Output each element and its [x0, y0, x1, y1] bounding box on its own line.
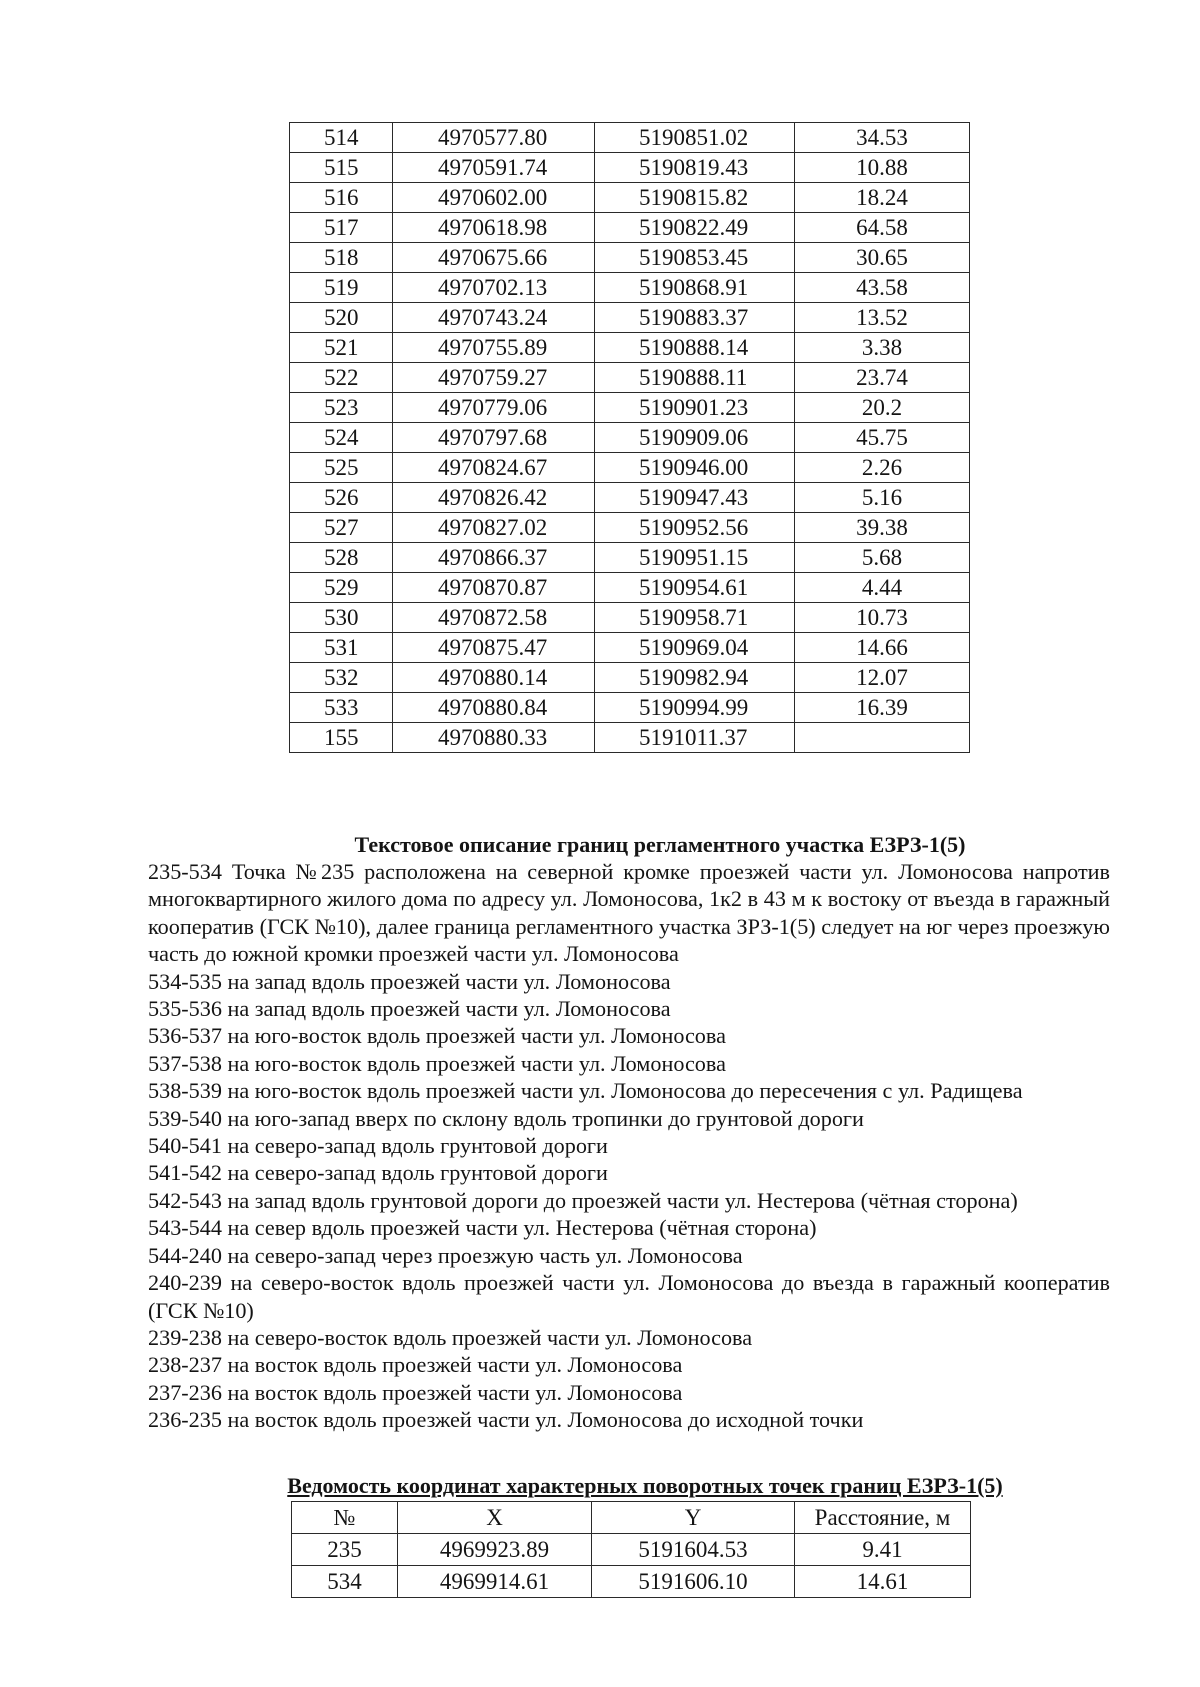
cell-x: 4970797.68: [393, 423, 595, 453]
cell-distance: 5.16: [795, 483, 970, 513]
cell-distance: 13.52: [795, 303, 970, 333]
cell-number: 235: [292, 1534, 398, 1566]
table-row: [290, 393, 970, 423]
table-row: [290, 513, 970, 543]
cell-distance: 45.75: [795, 423, 970, 453]
cell-y: 5190951.15: [595, 543, 795, 573]
header-row: [292, 1502, 971, 1534]
table-row: [290, 303, 970, 333]
cell-number: 514: [290, 123, 393, 153]
cell-y: 5190954.61: [595, 573, 795, 603]
cell-number: 518: [290, 243, 393, 273]
description-line: 536-537 на юго-восток вдоль проезжей части ул. Ломоносова: [148, 1023, 726, 1049]
table-row: [290, 633, 970, 663]
cell-y: 5190815.82: [595, 183, 795, 213]
cell-y: 5190946.00: [595, 453, 795, 483]
cell-distance: 34.53: [795, 123, 970, 153]
cell-y: 5191606.10: [592, 1566, 795, 1598]
description-line: 539-540 на юго-запад вверх по склону вдоль тропинки до грунтовой дороги: [148, 1105, 864, 1131]
table-row: [290, 123, 970, 153]
table-row: [290, 723, 970, 753]
description-line: 537-538 на юго-восток вдоль проезжей части ул. Ломоносова: [148, 1050, 726, 1076]
table-row: [290, 423, 970, 453]
cell-y: 5190982.94: [595, 663, 795, 693]
cell-y: 5190994.99: [595, 693, 795, 723]
table-row: [292, 1534, 971, 1566]
cell-number: 528: [290, 543, 393, 573]
table-row: [290, 213, 970, 243]
cell-x: 4970755.89: [393, 333, 595, 363]
cell-y: 5190819.43: [595, 153, 795, 183]
cell-x: 4970826.42: [393, 483, 595, 513]
cell-number: 532: [290, 663, 393, 693]
cell-x: 4970743.24: [393, 303, 595, 333]
table-row: [290, 363, 970, 393]
cell-number: 520: [290, 303, 393, 333]
cell-distance: 64.58: [795, 213, 970, 243]
cell-y: 5190909.06: [595, 423, 795, 453]
cell-x: 4970577.80: [393, 123, 595, 153]
cell-y: 5190958.71: [595, 603, 795, 633]
cell-y: 5190947.43: [595, 483, 795, 513]
cell-x: 4970827.02: [393, 513, 595, 543]
cell-x: 4970880.33: [393, 723, 595, 753]
column-header-x: X: [398, 1502, 592, 1534]
cell-number: 519: [290, 273, 393, 303]
cell-x: 4970875.47: [393, 633, 595, 663]
description-line: 238-237 на восток вдоль проезжей части ул. Ломоносова: [148, 1352, 683, 1378]
description-line: 540-541 на северо-запад вдоль грунтовой дороги: [148, 1133, 608, 1159]
cell-distance: 18.24: [795, 183, 970, 213]
cell-y: 5190888.14: [595, 333, 795, 363]
cell-distance: 30.65: [795, 243, 970, 273]
cell-number: 521: [290, 333, 393, 363]
description-line: 541-542 на северо-запад вдоль грунтовой дороги: [148, 1160, 608, 1186]
coordinates-table: [291, 1501, 971, 1598]
table-row: [290, 183, 970, 213]
cell-distance: 23.74: [795, 363, 970, 393]
boundary-description: [148, 858, 1110, 1434]
cell-number: 527: [290, 513, 393, 543]
cell-distance: 2.26: [795, 453, 970, 483]
cell-y: 5190883.37: [595, 303, 795, 333]
cell-y: 5191011.37: [595, 723, 795, 753]
coordinates-heading: Ведомость координат характерных поворотных точек границ ЕЗРЗ-1(5): [287, 1473, 1003, 1498]
cell-distance: 39.38: [795, 513, 970, 543]
cell-number: 155: [290, 723, 393, 753]
table-row: [290, 243, 970, 273]
table-row: [290, 333, 970, 363]
cell-distance: 12.07: [795, 663, 970, 693]
cell-number: 523: [290, 393, 393, 423]
cell-x: 4970870.87: [393, 573, 595, 603]
description-line: 543-544 на север вдоль проезжей части ул. Нестерова (чётная сторона): [148, 1215, 817, 1241]
cell-number: 516: [290, 183, 393, 213]
cell-distance: 10.73: [795, 603, 970, 633]
cell-y: 5191604.53: [592, 1534, 795, 1566]
description-line: 239-238 на северо-восток вдоль проезжей части ул. Ломоносова: [148, 1324, 753, 1350]
cell-distance: 3.38: [795, 333, 970, 363]
table-row: [290, 453, 970, 483]
cell-distance: [795, 723, 970, 753]
description-paragraph: 235-534 Точка №235 расположена на северной кромке проезжей части ул. Ломоносова напротив многоквартирного жилого дома по адресу ул. Ломоносова, 1к2 в 43 м к востоку от въезда в гаражный кооператив (ГСК №10), далее граница регламентного участка ЗРЗ-1(5) следует на юг через проезжую часть до южной кромки проезжей части ул. Ломоносова: [148, 859, 1110, 967]
cell-x: 4970602.00: [393, 183, 595, 213]
cell-y: 5190888.11: [595, 363, 795, 393]
cell-distance: 43.58: [795, 273, 970, 303]
cell-y: 5190822.49: [595, 213, 795, 243]
cell-y: 5190969.04: [595, 633, 795, 663]
description-line: 544-240 на северо-запад через проезжую часть ул. Ломоносова: [148, 1242, 743, 1268]
cell-x: 4970880.14: [393, 663, 595, 693]
cell-distance: 9.41: [795, 1534, 971, 1566]
cell-y: 5190851.02: [595, 123, 795, 153]
description-line: 240-239 на северо-восток вдоль проезжей части ул. Ломоносова до въезда в гаражный кооператив (ГСК №10): [148, 1270, 1110, 1323]
description-line: 236-235 на восток вдоль проезжей части ул. Ломоносова до исходной точки: [148, 1407, 864, 1433]
table-row: [290, 573, 970, 603]
cell-y: 5190901.23: [595, 393, 795, 423]
cell-number: 517: [290, 213, 393, 243]
cell-distance: 14.61: [795, 1566, 971, 1598]
cell-number: 530: [290, 603, 393, 633]
cell-distance: 10.88: [795, 153, 970, 183]
description-line: 535-536 на запад вдоль проезжей части ул. Ломоносова: [148, 996, 671, 1022]
cell-number: 531: [290, 633, 393, 663]
table-row: [290, 273, 970, 303]
cell-y: 5190868.91: [595, 273, 795, 303]
cell-distance: 5.68: [795, 543, 970, 573]
cell-x: 4970824.67: [393, 453, 595, 483]
table-row: [290, 693, 970, 723]
table-row: [290, 153, 970, 183]
column-header-number: №: [292, 1502, 398, 1534]
cell-x: 4970872.58: [393, 603, 595, 633]
coordinates-table-body: [292, 1534, 971, 1598]
cell-number: 524: [290, 423, 393, 453]
cell-number: 533: [290, 693, 393, 723]
cell-number: 525: [290, 453, 393, 483]
cell-y: 5190853.45: [595, 243, 795, 273]
table-row: [290, 483, 970, 513]
cell-distance: 20.2: [795, 393, 970, 423]
cell-y: 5190952.56: [595, 513, 795, 543]
cell-number: 534: [292, 1566, 398, 1598]
cell-number: 515: [290, 153, 393, 183]
coordinates-table-body: [290, 123, 970, 753]
cell-distance: 4.44: [795, 573, 970, 603]
cell-number: 526: [290, 483, 393, 513]
column-header-distance: Расстояние, м: [795, 1502, 971, 1534]
cell-number: 522: [290, 363, 393, 393]
description-line: 534-535 на запад вдоль проезжей части ул. Ломоносова: [148, 968, 671, 994]
cell-x: 4970866.37: [393, 543, 595, 573]
description-heading: Текстовое описание границ регламентного участка ЕЗРЗ-1(5): [354, 832, 966, 857]
table-row: [290, 543, 970, 573]
cell-distance: 14.66: [795, 633, 970, 663]
coordinates-table-continued: [289, 122, 970, 753]
table-row: [290, 663, 970, 693]
cell-x: 4970591.74: [393, 153, 595, 183]
description-line: 237-236 на восток вдоль проезжей части ул. Ломоносова: [148, 1379, 683, 1405]
description-line: 542-543 на запад вдоль грунтовой дороги до проезжей части ул. Нестерова (чётная сторона): [148, 1187, 1018, 1213]
table-row: [290, 603, 970, 633]
cell-number: 529: [290, 573, 393, 603]
cell-x: 4970880.84: [393, 693, 595, 723]
table-row: [292, 1566, 971, 1598]
column-header-y: Y: [592, 1502, 795, 1534]
cell-x: 4970759.27: [393, 363, 595, 393]
cell-distance: 16.39: [795, 693, 970, 723]
description-line: 538-539 на юго-восток вдоль проезжей части ул. Ломоносова до пересечения с ул. Радищева: [148, 1078, 1023, 1104]
cell-x: 4970675.66: [393, 243, 595, 273]
coordinates-table-header: [292, 1502, 971, 1534]
cell-x: 4969914.61: [398, 1566, 592, 1598]
cell-x: 4970618.98: [393, 213, 595, 243]
cell-x: 4970702.13: [393, 273, 595, 303]
cell-x: 4970779.06: [393, 393, 595, 423]
cell-x: 4969923.89: [398, 1534, 592, 1566]
